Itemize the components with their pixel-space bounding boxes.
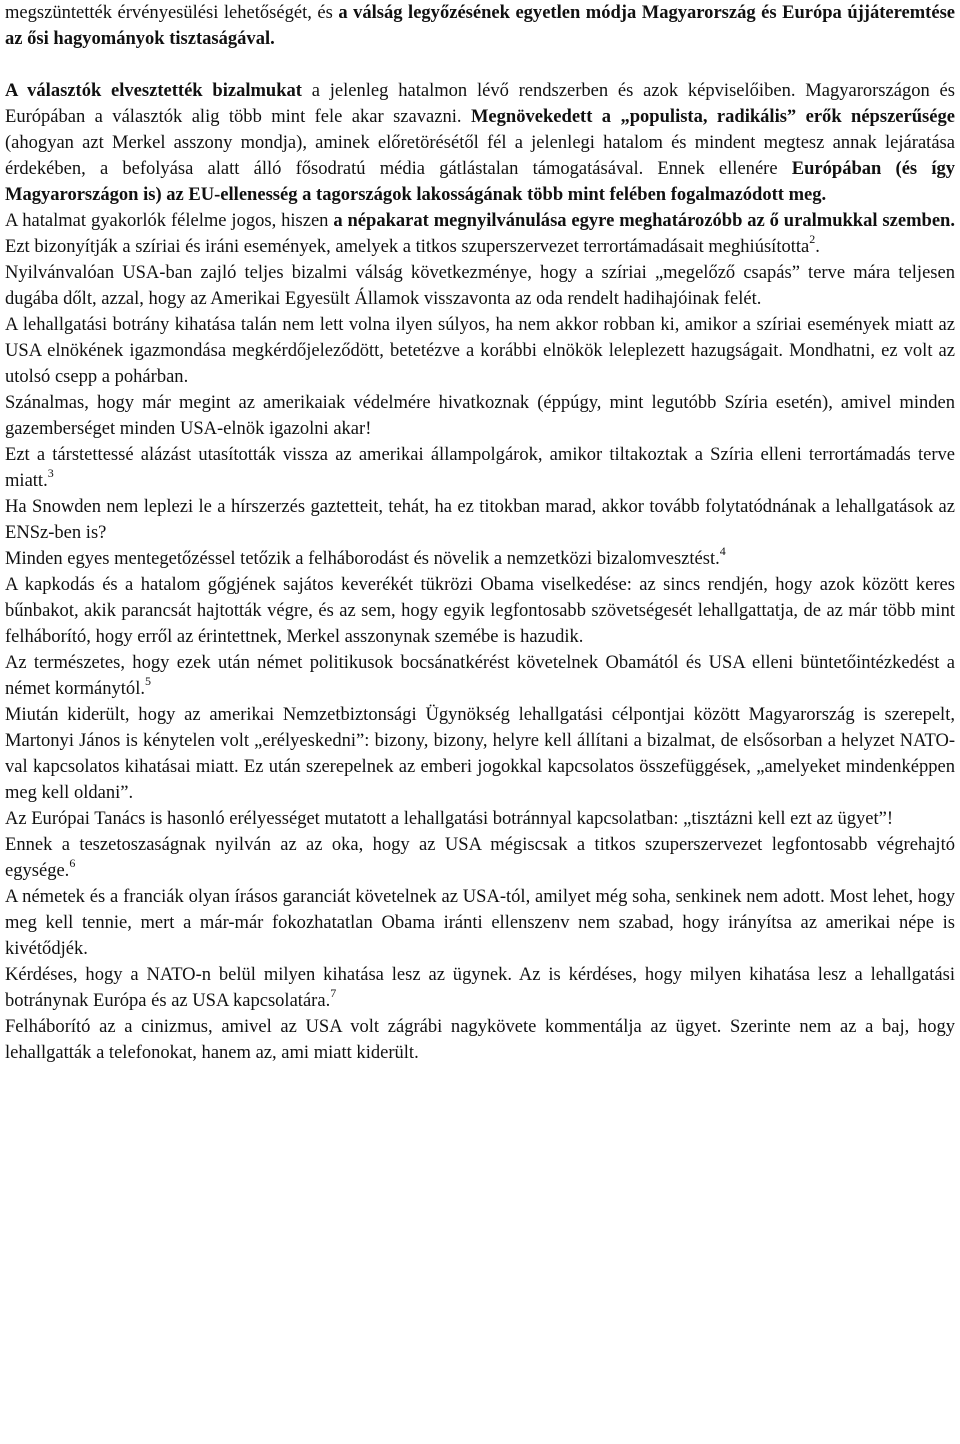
text-run: Az Európai Tanács is hasonló erélyességet mutatott a lehallgatási botránnyal kapcsolatban: „tisztázni kell ezt az ügyet”!: [5, 808, 894, 829]
text-run: Kérdéses, hogy a NATO-n belül milyen kihatása lesz az ügynek. Az is kérdéses, hogy milyen kihatása lesz a lehallgatási botránynak Európa és az USA kapcsolatára.: [5, 964, 955, 1011]
paragraph: [5, 390, 955, 442]
bold-text: a népakarat megnyilvánulása egyre meghatározóbb az ő uralmukkal szemben.: [333, 210, 955, 231]
bold-text: Európában (és így Magyarországon is) az EU-ellenesség a tagországok lakosságának több mint felében fogalmazódott meg.: [5, 158, 955, 205]
paragraph: [5, 0, 955, 52]
footnote-marker[interactable]: 6: [69, 856, 76, 870]
paragraph: [5, 312, 955, 390]
paragraph: [5, 1014, 955, 1066]
footnote-marker[interactable]: 3: [47, 466, 54, 480]
bold-text: a válság legyőzésének egyetlen módja Magyarország és Európa újjáteremtése az ősi hagyományok tisztaságával.: [5, 2, 956, 49]
text-run: A hatalmat gyakorlók félelme jogos, hiszen: [5, 210, 334, 231]
paragraph: [5, 78, 955, 208]
bold-text: A választók elvesztették bizalmukat: [5, 80, 302, 101]
paragraph: [5, 572, 955, 650]
text-run: A lehallgatási botrány kihatása talán nem lett volna ilyen súlyos, ha nem akkor robban ki, amikor a szíriai események miatt az USA elnökének igazmondása megkérdőjeleződött, betetézve a korábbi elnökök leleplezett hazugságait. Mondhatni, ez volt az utolsó csepp a pohárban.: [5, 314, 955, 387]
paragraph: [5, 442, 955, 494]
text-run: Ezt bizonyítják a szíriai és iráni események, amelyek a titkos szuperszervezet terrortámadásait meghiúsította: [5, 236, 810, 257]
bold-text: Megnövekedett a „populista, radikális” erők népszerűsége: [470, 106, 955, 127]
text-run: Felháborító az a cinizmus, amivel az USA volt zágrábi nagykövete kommentálja az ügyet. Szerinte nem az a baj, hogy lehallgatták a telefonokat, hanem az, ami miatt kiderült.: [5, 1016, 955, 1063]
footnote-marker[interactable]: 4: [719, 544, 726, 558]
paragraph-gap: [5, 52, 955, 78]
paragraph: [5, 208, 955, 260]
paragraph: [5, 650, 955, 702]
text-run: Nyilvánvalóan USA-ban zajló teljes bizalmi válság következménye, hogy a szíriai „megelőző csapás” terve mára teljesen dugába dőlt, azzal, hogy az Amerikai Egyesült Államok visszavonta az oda rendelt hadihajóinak felét.: [5, 262, 955, 309]
text-run: Az természetes, hogy ezek után német politikusok bocsánatkérést követelnek Obamától és USA elleni büntetőintézkedést a német kormánytól.: [5, 652, 955, 699]
paragraph: [5, 260, 955, 312]
text-run: A németek és a franciák olyan írásos garanciát követelnek az USA-tól, amilyet még soha, senkinek nem adott. Most lehet, hogy meg kell tennie, mert a már-már fokozhatatlan Obama iránti ellenszenv nem szabad, hogy irányítsa az amerikai népe is kivétődjék.: [5, 886, 955, 959]
footnote-marker[interactable]: 2: [809, 232, 816, 246]
text-run: Ennek a teszetoszaságnak nyilván az az oka, hogy az USA mégiscsak a titkos szuperszervezet legfontosabb végrehajtó egysége.: [5, 834, 955, 881]
text-run: megszüntették érvényesülési lehetőségét, és: [5, 2, 339, 23]
paragraph: [5, 962, 955, 1014]
text-run: (ahogyan azt Merkel asszony mondja), aminek előretörésétől fél a jelenlegi hatalom és mindent megtesz annak lejáratása érdekében, a befolyása alatt álló fősodratú média gátlástalan támogatásával. Ennek ellenére: [5, 132, 955, 179]
paragraph: [5, 494, 955, 546]
paragraph: [5, 546, 955, 572]
footnote-marker[interactable]: 5: [144, 674, 151, 688]
text-run: Ezt a társtettessé alázást utasították vissza az amerikai állampolgárok, amikor tiltakoztak a Szíria elleni terrortámadás terve miatt.: [5, 444, 955, 491]
text-run: Ha Snowden nem leplezi le a hírszerzés gaztetteit, tehát, ha ez titokban marad, akkor tovább folytatódnának a lehallgatások az ENSz-ben is?: [5, 496, 955, 543]
paragraph: [5, 806, 955, 832]
footnote-marker[interactable]: 7: [330, 986, 337, 1000]
paragraph: [5, 832, 955, 884]
text-run: .: [815, 236, 820, 257]
text-run: Minden egyes mentegetőzéssel tetőzik a felháborodást és növelik a nemzetközi bizalomvesztést.: [5, 548, 720, 569]
paragraph: [5, 884, 955, 962]
paragraph: [5, 702, 955, 806]
text-run: a jelenleg hatalmon lévő rendszerben és azok képviselőiben. Magyarországon és Európában a választók alig több mint fele akar szavazni.: [5, 80, 955, 127]
text-run: Szánalmas, hogy már megint az amerikaiak védelmére hivatkoznak (éppúgy, mint legutóbb Szíria esetén), amivel minden gazemberséget minden USA-elnök igazolni akar!: [5, 392, 955, 439]
text-run: A kapkodás és a hatalom gőgjének sajátos keverékét tükrözi Obama viselkedése: az sincs rendjén, hogy azok között keres bűnbakot, akik parancsát hajtották végre, és az sem, hogy egyik legfontosabb szövetségesét lehallgattatja, de az már több mint felháborító, hogy erről az érintettnek, Merkel asszonynak szemébe is hazudik.: [5, 574, 955, 647]
text-run: Miután kiderült, hogy az amerikai Nemzetbiztonsági Ügynökség lehallgatási célpontjai között Magyarország is szerepelt, Martonyi János is kénytelen volt „erélyeskedni”: bizony, bizony, helyre kell állítani a bizalmat, de elsősorban a helyzet NATO-val kapcsolatos kihatásai miatt. Ez után szerepelnek az emberi jogokkal kapcsolatos összefüggések, „amelyeket mindenképpen meg kell oldani”.: [5, 704, 955, 803]
